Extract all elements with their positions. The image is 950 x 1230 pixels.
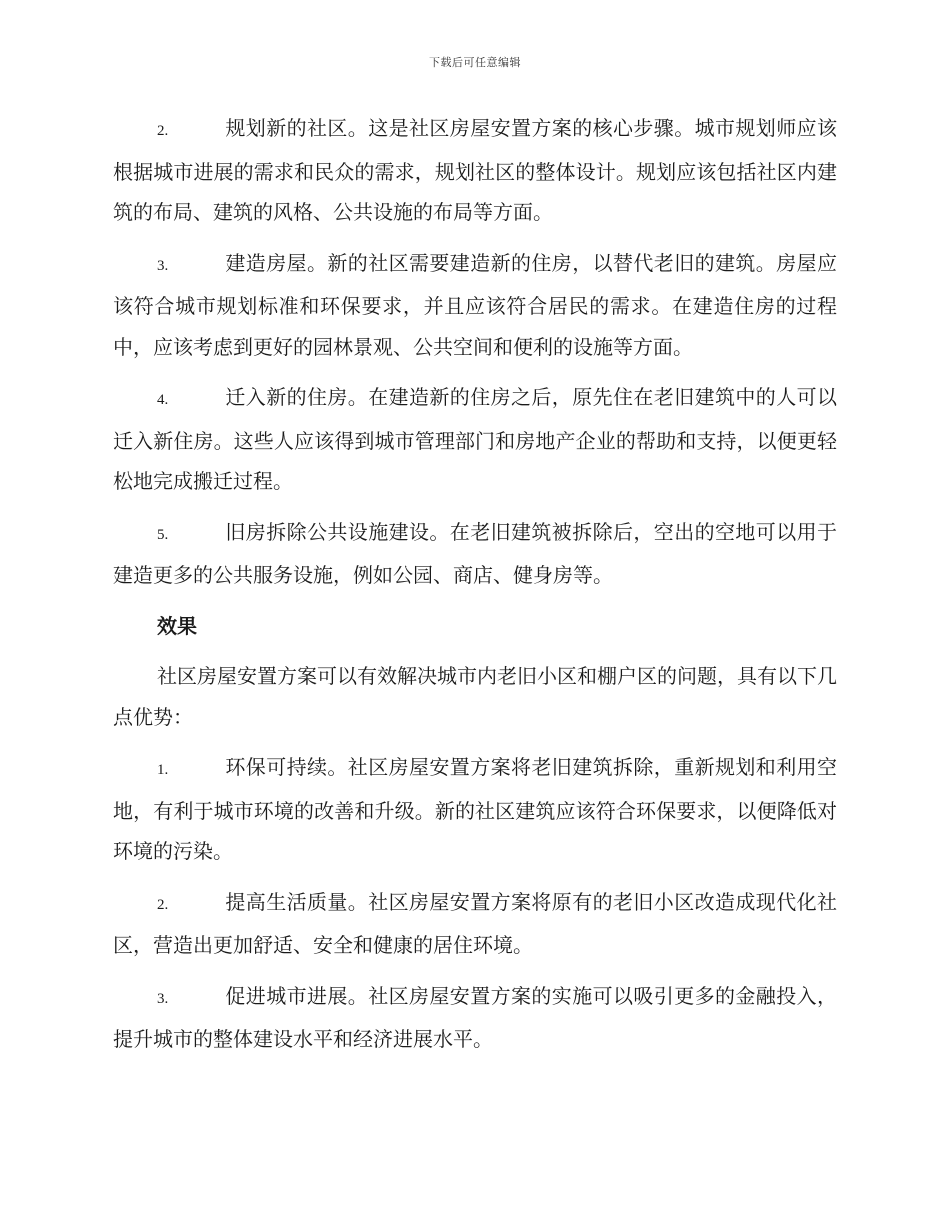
list-item-number: 2. — [157, 896, 169, 913]
list-item-text: 促进城市进展。社区房屋安置方案的实施可以吸引更多的金融投入，提升城市的整体建设水平和经济进展水平。 — [113, 983, 837, 1051]
list-item-number: 3. — [157, 257, 169, 274]
list-item — [113, 243, 837, 368]
list-item — [113, 747, 837, 872]
intro-paragraph: 社区房屋安置方案可以有效解决城市内老旧小区和棚户区的问题，具有以下几点优势： — [113, 664, 837, 729]
list-item — [113, 108, 837, 233]
document-body — [113, 108, 837, 1070]
list-item — [113, 512, 837, 596]
section-heading: 效果 — [157, 613, 197, 638]
list-item-number: 4. — [157, 392, 169, 408]
list-item-number: 3. — [157, 990, 169, 1007]
list-item-number: 2. — [157, 123, 169, 139]
list-item-number: 1. — [157, 762, 169, 778]
list-item-text: 旧房拆除公共设施建设。在老旧建筑被拆除后，空出的空地可以用于建造更多的公共服务设施，例如公园、商店、健身房等。 — [113, 519, 837, 587]
list-item — [113, 882, 837, 966]
list-item-text: 建造房屋。新的社区需要建造新的住房，以替代老旧的建筑。房屋应该符合城市规划标准和环保要求，并且应该符合居民的需求。在建造住房的过程中，应该考虑到更好的园林景观、公共空间和便利的设施等方面。 — [113, 250, 837, 359]
list-item-number: 5. — [157, 526, 169, 543]
list-item-text: 迁入新的住房。在建造新的住房之后，原先住在老旧建筑中的人可以迁入新住房。这些人应该得到城市管理部门和房地产企业的帮助和支持，以便更轻松地完成搬迁过程。 — [113, 385, 837, 493]
list-item-text: 环保可持续。社区房屋安置方案将老旧建筑拆除，重新规划和利用空地，有利于城市环境的改善和升级。新的社区建筑应该符合环保要求，以便降低对环境的污染。 — [113, 755, 837, 863]
list-item-text: 提高生活质量。社区房屋安置方案将原有的老旧小区改造成现代化社区，营造出更加舒适、安全和健康的居住环境。 — [113, 889, 837, 957]
list-item — [113, 377, 837, 502]
page-header: 下载后可任意编辑 — [429, 56, 521, 69]
list-item — [113, 976, 837, 1060]
list-item-text: 规划新的社区。这是社区房屋安置方案的核心步骤。城市规划师应该根据城市进展的需求和民众的需求，规划社区的整体设计。规划应该包括社区内建筑的布局、建筑的风格、公共设施的布局等方面。 — [113, 116, 837, 224]
